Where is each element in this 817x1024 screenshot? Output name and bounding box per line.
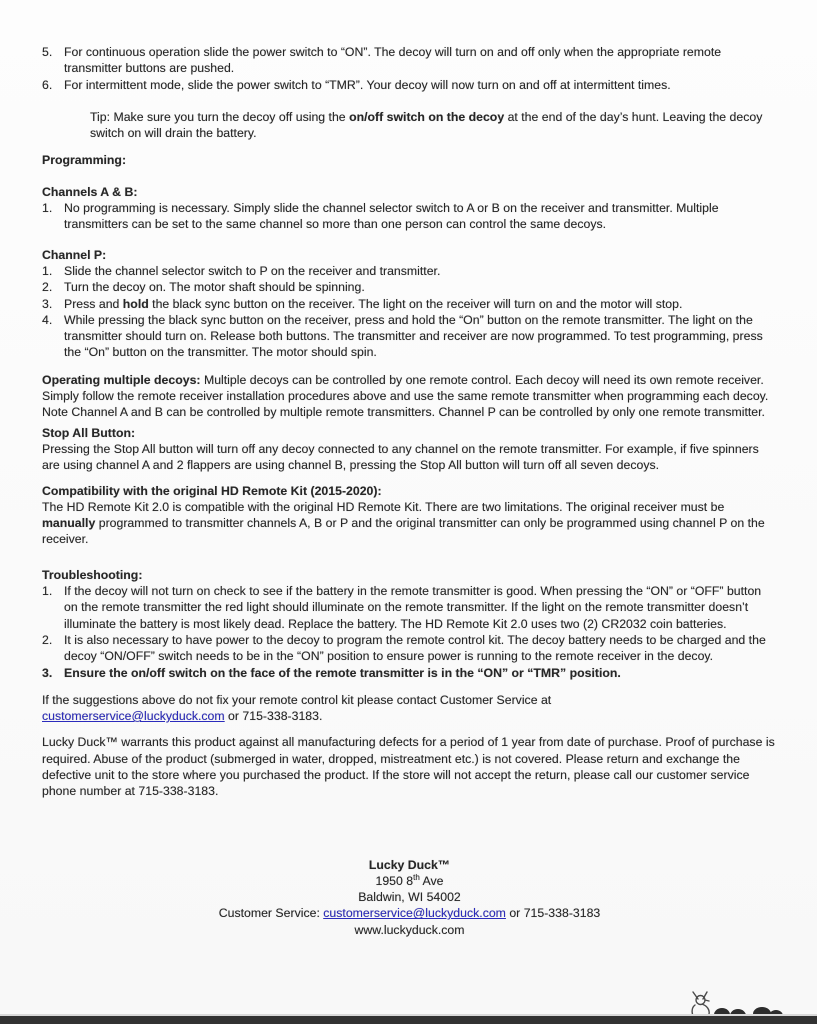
compatibility-paragraph (42, 499, 777, 548)
list-number: 3. (42, 296, 53, 311)
item-text-bold: hold (122, 296, 149, 311)
channels-ab-item-1 (42, 200, 777, 233)
item-text-pre: Press and (64, 296, 123, 311)
contact-line-1: If the suggestions above do not fix your remote control kit please contact Customer Service at (42, 692, 552, 707)
tip-text-post: at the end of the day’s hunt. Leaving the decoy switch on will drain the battery. (90, 109, 763, 141)
section-heading-stop-all: Stop All Button: (42, 425, 136, 440)
list-text: Ensure the on/off switch on the face of the remote transmitter is in the “ON” or “TMR” position. (64, 665, 621, 680)
list-number: 4. (42, 312, 53, 327)
list-number: 3. (42, 665, 53, 680)
warranty-paragraph: Lucky Duck™ warrants this product against all manufacturing defects for a period of 1 year from date of purchase. Proof of purchase is required. Abuse of the product (submerged in water, dropped, mistreatment etc.) is not covered. Please return and exchange the defective unit to the store where you purchased the product. If the store will not accept the return, please call our customer service phone number at 715-338-3183. (42, 735, 775, 799)
footer-address-ordinal: th (413, 872, 420, 882)
troubleshooting-item-2 (42, 632, 777, 665)
footer-address-number: 1950 8 (375, 873, 414, 888)
page-bottom-edge (0, 1014, 817, 1024)
contact-paragraph (42, 692, 777, 725)
list-text: Slide the channel selector switch to P on the receiver and transmitter. (64, 263, 441, 278)
troubleshooting-item-1 (42, 583, 777, 632)
channel-p-item-3 (42, 296, 777, 312)
section-heading-channels-ab: Channels A & B: (42, 184, 138, 199)
list-number: 1. (42, 263, 53, 278)
section-heading-channel-p: Channel P: (42, 247, 107, 262)
footer-website: www.luckyduck.com (354, 922, 465, 937)
list-number: 2. (42, 632, 53, 647)
item-text-post: the black sync button on the receiver. The light on the receiver will turn on and the motor will stop. (148, 296, 683, 311)
list-number: 1. (42, 584, 53, 599)
channel-p-item-2 (42, 279, 777, 295)
paragraph-bold: manually (42, 516, 96, 531)
list-text: While pressing the black sync button on the receiver, press and hold the “On” button on the remote transmitter. The light on the transmitter should turn on. Release both buttons. The transmitter and receiver are now programmed. To test programming, press the “On” button on the transmitter. The motor should spin. (64, 312, 763, 360)
list-item-6 (42, 77, 777, 93)
list-number: 2. (42, 280, 53, 295)
list-text: It is also necessary to have power to the decoy to program the remote control kit. The decoy battery needs to be charged and the decoy “ON/OFF” switch needs to be in the “ON” position to ensure power is running to the remote receiver in the decoy. (64, 632, 766, 664)
contact-line-2 (42, 708, 777, 724)
customer-service-email-link[interactable]: customerservice@luckyduck.com (42, 709, 225, 724)
footer-block (42, 857, 777, 938)
channel-p-item-4 (42, 312, 777, 361)
section-heading-programming: Programming: (42, 153, 127, 168)
list-item-5 (42, 44, 777, 77)
stop-all-paragraph: Pressing the Stop All button will turn off any decoy connected to any channel on the remote transmitter. For example, if five spinners are using channel A and 2 flappers are using channel B, pressing the Stop All button will turn off all seven decoys. (42, 441, 759, 473)
footer-email-link[interactable]: customerservice@luckyduck.com (323, 906, 506, 921)
list-text: If the decoy will not turn on check to see if the battery in the remote transmitter is good. When pressing the “ON” or “OFF” button on the remote transmitter the red light should illuminate on the remote transmitter. If the light on the remote transmitter doesn’t illuminate the battery is most likely dead. Replace the battery. The HD Remote Kit 2.0 uses two (2) CR2032 coin batteries. (64, 584, 762, 631)
list-text: Turn the decoy on. The motor shaft should be spinning. (64, 280, 365, 295)
tip-note (90, 109, 777, 142)
list-number: 6. (42, 77, 53, 92)
list-text (64, 296, 777, 312)
troubleshooting-item-3 (42, 665, 777, 681)
contact-phone-text: or 715-338-3183. (224, 709, 323, 724)
paragraph-pre: The HD Remote Kit 2.0 is compatible with the original HD Remote Kit. There are two limitations. The original receiver must be (42, 499, 725, 514)
channel-p-item-1 (42, 263, 777, 279)
list-text: For continuous operation slide the power switch to “ON”. The decoy will turn on and off only when the appropriate remote transmitter buttons are pushed. (64, 45, 722, 76)
list-text: No programming is necessary. Simply slide the channel selector switch to A or B on the receiver and transmitter. Multiple transmitters can be set to the same channel so more than one person can control the same decoys. (64, 201, 719, 232)
paragraph-post: programmed to transmitter channels A, B or P and the original transmitter can only be programmed using channel P on the receiver. (42, 516, 765, 547)
footer-customer-service-line (42, 905, 777, 921)
footer-address-line2: Baldwin, WI 54002 (358, 890, 461, 905)
operating-multiple-decoys-paragraph (42, 372, 777, 421)
tip-text-pre: Tip: Make sure you turn the decoy off using the (90, 109, 350, 124)
footer-address-street: Ave (419, 873, 444, 888)
paragraph-body: Multiple decoys can be controlled by one remote control. Each decoy will need its own remote receiver. Simply follow the remote receiver installation procedures above and use the same remote transmitter when programming each decoy. Note Channel A and B can be controlled by multiple remote transmitters. Channel P can be controlled by only one remote transmitter. (42, 372, 769, 420)
list-number: 5. (42, 45, 53, 59)
footer-cs-label: Customer Service: (218, 906, 324, 921)
footer-cs-phone: or 715-338-3183 (505, 906, 601, 921)
list-text: For intermittent mode, slide the power switch to “TMR”. Your decoy will now turn on and off at intermittent times. (64, 77, 671, 92)
document-content (42, 44, 777, 938)
list-number: 1. (42, 201, 53, 216)
footer-address-line1 (42, 873, 777, 889)
section-heading-troubleshooting: Troubleshooting: (42, 567, 143, 582)
paragraph-lead-bold: Operating multiple decoys: (42, 372, 201, 387)
footer-company-name: Lucky Duck™ (368, 857, 451, 872)
section-heading-compatibility: Compatibility with the original HD Remote Kit (2015-2020): (42, 483, 382, 498)
tip-text-bold: on/off switch on the decoy (349, 109, 505, 124)
